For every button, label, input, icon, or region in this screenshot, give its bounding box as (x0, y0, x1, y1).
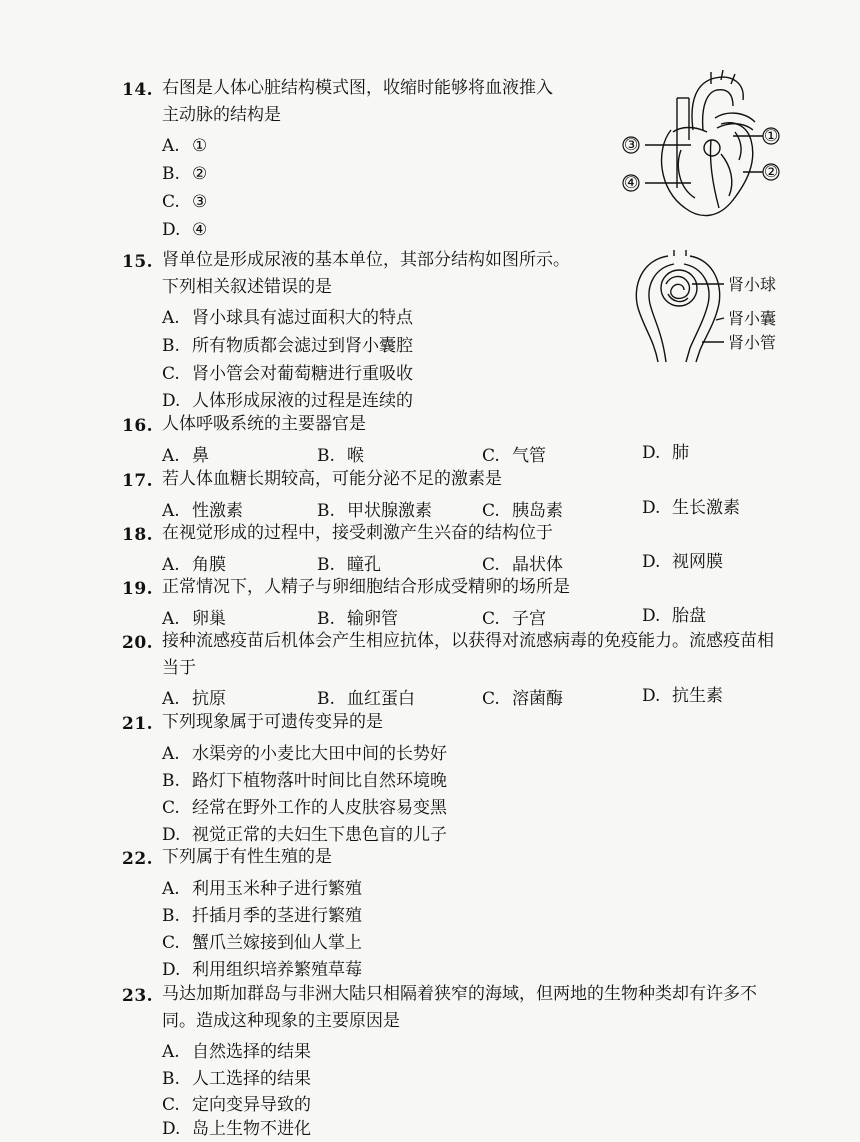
heart-diagram (615, 70, 795, 225)
option-b[interactable]: B. 所有物质都会滤过到肾小囊腔 (162, 336, 413, 356)
question-number: 20. (122, 633, 154, 653)
question-stem: 正常情况下，人精子与卵细胞结合形成受精卵的场所是 (162, 577, 570, 597)
option-a[interactable]: A. 水渠旁的小麦比大田中间的长势好 (162, 744, 447, 764)
question-stem: 肾单位是形成尿液的基本单位，其部分结构如图所示。 下列相关叙述错误的是 (162, 250, 570, 297)
option-a[interactable]: A. 肾小球具有滤过面积大的特点 (162, 308, 413, 328)
option-c[interactable]: C. 经常在野外工作的人皮肤容易变黑 (162, 798, 447, 818)
question-number: 22. (122, 849, 154, 869)
option-b[interactable]: B. 喉 (317, 446, 364, 466)
option-a[interactable]: A. 自然选择的结果 (162, 1042, 311, 1062)
option-d[interactable]: D. 肺 (642, 443, 689, 463)
heart-label-1: ① (763, 126, 779, 145)
option-d[interactable]: D. 利用组织培养繁殖草莓 (162, 960, 362, 980)
option-c[interactable]: C. 胰岛素 (482, 501, 563, 521)
question-number: 19. (122, 579, 154, 599)
option-c[interactable]: C. ③ (162, 192, 208, 212)
option-b[interactable]: B. 人工选择的结果 (162, 1069, 311, 1089)
question-number: 23. (122, 986, 154, 1006)
heart-label-3: ③ (623, 135, 639, 154)
option-c[interactable]: C. 晶状体 (482, 555, 563, 575)
option-a[interactable]: A. 抗原 (162, 689, 226, 709)
question-number: 15. (122, 252, 154, 272)
option-d[interactable]: D. ④ (162, 220, 208, 240)
question-number: 21. (122, 714, 154, 734)
option-b[interactable]: B. 扦插月季的茎进行繁殖 (162, 906, 362, 926)
question-stem: 若人体血糖长期较高，可能分泌不足的激素是 (162, 469, 502, 489)
question-stem: 人体呼吸系统的主要器官是 (162, 414, 366, 434)
option-b[interactable]: B. 瞳孔 (317, 555, 381, 575)
option-c[interactable]: C. 蟹爪兰嫁接到仙人掌上 (162, 933, 362, 953)
option-d[interactable]: D. 抗生素 (642, 686, 723, 706)
option-d[interactable]: D. 生长激素 (642, 498, 740, 518)
option-b[interactable]: B. 血红蛋白 (317, 689, 415, 709)
option-c[interactable]: C. 子宫 (482, 609, 546, 629)
question-stem: 下列属于有性生殖的是 (162, 847, 332, 867)
question-stem: 下列现象属于可遗传变异的是 (162, 712, 383, 732)
label-bowman-capsule: 肾小囊 (728, 309, 777, 328)
option-d[interactable]: D. 人体形成尿液的过程是连续的 (162, 391, 413, 411)
option-a[interactable]: A. 卵巢 (162, 609, 226, 629)
option-c[interactable]: C. 定向变异导致的 (162, 1095, 311, 1115)
option-b[interactable]: B. 路灯下植物落叶时间比自然环境晚 (162, 771, 447, 791)
label-glomerulus: 肾小球 (728, 275, 777, 294)
option-d[interactable]: D. 视觉正常的夫妇生下患色盲的儿子 (162, 825, 447, 845)
question-number: 18. (122, 525, 154, 545)
option-c[interactable]: C. 溶菌酶 (482, 689, 563, 709)
question-number: 16. (122, 416, 154, 436)
question-stem: 马达加斯加群岛与非洲大陆只相隔着狭窄的海域，但两地的生物种类却有许多不 同。造成这种现象的主要原因是 (162, 984, 757, 1031)
option-a[interactable]: A. ① (162, 136, 208, 156)
option-d[interactable]: D. 岛上生物不进化 (162, 1119, 311, 1139)
option-b[interactable]: B. 输卵管 (317, 609, 398, 629)
option-d[interactable]: D. 胎盘 (642, 606, 706, 626)
heart-label-4: ④ (623, 173, 639, 192)
heart-label-2: ② (763, 162, 779, 181)
question-stem: 接种流感疫苗后机体会产生相应抗体，以获得对流感病毒的免疫能力。流感疫苗相 当于 (162, 631, 774, 678)
option-a[interactable]: A. 角膜 (162, 555, 226, 575)
option-a[interactable]: A. 利用玉米种子进行繁殖 (162, 879, 362, 899)
nephron-diagram (628, 250, 798, 368)
question-stem: 右图是人体心脏结构模式图，收缩时能够将血液推入 主动脉的结构是 (162, 78, 553, 125)
option-a[interactable]: A. 鼻 (162, 446, 209, 466)
option-d[interactable]: D. 视网膜 (642, 552, 723, 572)
label-renal-tubule: 肾小管 (728, 333, 777, 352)
question-stem: 在视觉形成的过程中，接受刺激产生兴奋的结构位于 (162, 523, 553, 543)
question-number: 17. (122, 471, 154, 491)
question-number: 14. (122, 80, 154, 100)
option-a[interactable]: A. 性激素 (162, 501, 243, 521)
option-b[interactable]: B. ② (162, 164, 208, 184)
option-c[interactable]: C. 肾小管会对葡萄糖进行重吸收 (162, 364, 413, 384)
option-b[interactable]: B. 甲状腺激素 (317, 501, 432, 521)
option-c[interactable]: C. 气管 (482, 446, 546, 466)
